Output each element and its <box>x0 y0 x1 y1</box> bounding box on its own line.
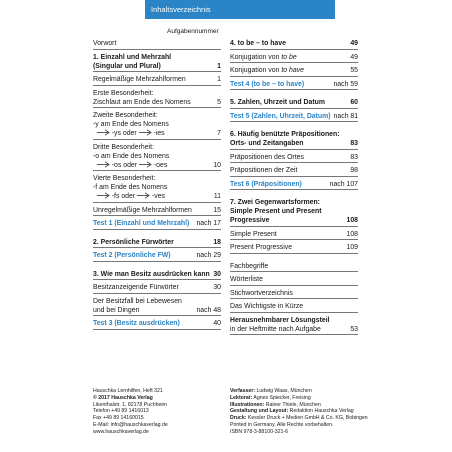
page-number: 30 <box>213 284 221 291</box>
page-number: nach 17 <box>196 220 221 227</box>
toc-entry <box>230 98 358 109</box>
toc-entry <box>93 219 221 230</box>
entry-title-line: -y am Ende des Nomens <box>93 121 169 128</box>
toc-entry <box>93 39 221 50</box>
toc-entry <box>230 112 358 123</box>
entry-title-line: Present Progressive <box>230 244 293 251</box>
entry-title-line: und bei Dingen <box>93 306 140 314</box>
footer-line: www.hauschkaverlag.de <box>93 428 149 435</box>
footer-line: Gestaltung und Layout: Redaktion Hauschka Verlag <box>230 408 354 415</box>
entry-title-line: 1. Einzahl und Mehrzahl <box>93 53 172 61</box>
entry-title-line: Konjugation von to be <box>230 53 297 61</box>
page-number: 30 <box>213 270 221 278</box>
footer-line: E-Mail: info@hauschkaverlag.de <box>93 421 168 428</box>
toc-entry <box>230 166 358 177</box>
page-number: 49 <box>350 40 358 47</box>
toc-entry <box>230 198 358 227</box>
entry-title-line: Vorwort <box>93 40 117 47</box>
toc-entry <box>230 180 358 191</box>
entry-title-line: Unregelmäßige Mehrzahlformen <box>93 206 192 214</box>
entry-title-line: Der Besitzfall bei Lebewesen <box>93 297 182 305</box>
entry-title-line: 3. Wie man Besitz ausdrücken kann <box>93 270 210 278</box>
footer-line: Fax +49 89 14160015 <box>93 415 144 422</box>
page-number: 109 <box>346 244 358 251</box>
toc-entry <box>93 270 221 281</box>
entry-title-line: Wörterliste <box>230 276 263 283</box>
toc-entry <box>93 111 221 140</box>
footer-line: Druck: Kessler Druck + Medien GmbH & Co. KG, Bobingen <box>230 415 368 422</box>
toc-entry <box>230 289 358 300</box>
toc-entry <box>93 319 221 330</box>
entry-title-line: 4. to be – to have <box>230 40 286 47</box>
entry-title-line: Konjugation von to have <box>230 67 304 74</box>
page-number: 108 <box>346 230 358 238</box>
page-number: 53 <box>350 325 358 333</box>
toc-entry <box>93 251 221 262</box>
entry-title-line: (Singular und Plural) <box>93 62 161 70</box>
footer-line: Likenthalstr. 1, 82178 Puchheim <box>93 401 167 408</box>
entry-title-line: -o am Ende des Nomens <box>93 152 170 160</box>
toc-entry <box>93 89 221 109</box>
toc-entry <box>230 80 358 91</box>
entry-title-line: Simple Present und Present <box>230 208 322 215</box>
long-right-arrow-icon <box>139 161 152 168</box>
entry-title-line: -os oder -oes <box>93 161 167 170</box>
page-number: 18 <box>213 238 221 246</box>
publisher-info <box>93 388 221 436</box>
toc-entry <box>230 275 358 286</box>
entry-title-line: -fs oder -ves <box>93 192 165 201</box>
toc-entry <box>230 243 358 254</box>
footer-line: © 2017 Hauschka Verlag <box>93 394 153 401</box>
entry-title-line: in der Heftmitte nach Aufgabe <box>230 325 321 333</box>
entry-title-line: Orts- und Zeitangaben <box>230 140 304 147</box>
page-number: 83 <box>350 140 358 147</box>
toc-entry <box>230 130 358 150</box>
page-number: 11 <box>213 193 221 200</box>
test-title: Test 3 (Besitz ausdrücken) <box>93 320 180 327</box>
entry-title-line: 2. Persönliche Fürwörter <box>93 238 174 246</box>
entry-title-line: Herausnehmbarer Lösungsteil <box>230 316 330 324</box>
page-number: 15 <box>213 206 221 214</box>
page-number: 49 <box>350 53 358 61</box>
test-title: Test 2 (Persönliche FW) <box>93 252 171 259</box>
page-number: 5 <box>217 98 221 106</box>
entry-title-line: 6. Häufig benützte Präpositionen: <box>230 131 340 138</box>
toc-entry <box>230 66 358 77</box>
long-right-arrow-icon <box>97 129 110 136</box>
page-number: nach 81 <box>333 112 359 120</box>
entry-title-line: Vierte Besonderheit: <box>93 175 156 182</box>
entry-title-line: Zischlaut am Ende des Nomens <box>93 98 191 106</box>
toc-right-column <box>230 39 358 338</box>
test-title: Test 4 (to be – to have) <box>230 80 305 88</box>
toc-entry <box>93 206 221 217</box>
entry-title-line: Stichwortverzeichnis <box>230 289 293 297</box>
test-title: Test 5 (Zahlen, Uhrzeit, Datum) <box>230 112 331 120</box>
test-title: Test 6 (Präpositionen) <box>230 180 302 188</box>
footer-line: Hauschka Lernhilfen, Heft 321 <box>93 388 163 394</box>
long-right-arrow-icon <box>97 161 110 168</box>
entry-title-line: Regelmäßige Mehrzahlformen <box>93 76 186 83</box>
page-number: 98 <box>350 167 358 174</box>
header-title: Inhaltsverzeichnis <box>151 5 211 14</box>
long-right-arrow-icon <box>137 192 150 199</box>
page-number: nach 59 <box>333 80 358 88</box>
page-number: nach 29 <box>196 252 221 259</box>
toc-entry <box>230 53 358 64</box>
toc-left-column <box>93 39 221 333</box>
toc-entry <box>93 283 221 294</box>
entry-title-line: Dritte Besonderheit: <box>93 143 154 151</box>
footer-line: Lektorat: Agnes Spiecker, Freising <box>230 394 311 401</box>
entry-title-line: Progressive <box>230 217 270 224</box>
page-number: 108 <box>346 217 358 224</box>
page-number: 1 <box>217 62 221 70</box>
page-number: nach 48 <box>196 306 221 314</box>
toc-entry <box>230 262 358 273</box>
entry-title-line: -ys oder -ies <box>93 129 165 138</box>
toc-entry <box>230 316 358 336</box>
entry-title-line: Besitzanzeigende Fürwörter <box>93 284 179 291</box>
toc-entry <box>93 143 221 172</box>
entry-title-line: 5. Zahlen, Uhrzeit und Datum <box>230 99 325 106</box>
page-number: 40 <box>213 320 221 327</box>
toc-entry <box>230 153 358 164</box>
footer-line: Verfasser: Ludwig Waas, München <box>230 388 312 394</box>
footer-line: Printed in Germany. Alle Rechte vorbehalten. <box>230 421 334 428</box>
toc-entry <box>93 53 221 73</box>
long-right-arrow-icon <box>97 192 110 199</box>
test-title: Test 1 (Einzahl und Mehrzahl) <box>93 220 190 227</box>
entry-title-line: Das Wichtigste in Kürze <box>230 303 304 310</box>
page-number: 1 <box>217 76 221 83</box>
entry-title-line: Erste Besonderheit: <box>93 89 154 97</box>
toc-entry <box>230 230 358 241</box>
long-right-arrow-icon <box>139 129 152 136</box>
entry-title-line: -f am Ende des Nomens <box>93 184 168 191</box>
aufgabennummer-label: Aufgabennummer <box>167 28 219 35</box>
toc-entry <box>93 297 221 317</box>
header-bar <box>145 0 335 19</box>
page-number: nach 107 <box>329 180 358 188</box>
toc-entry <box>230 39 358 50</box>
toc-entry <box>230 302 358 313</box>
entry-title-line: Fachbegriffe <box>230 262 269 270</box>
page-number: 10 <box>213 161 221 169</box>
footer-line: Telefon +49 89 1416013 <box>93 408 149 415</box>
entry-title-line: Zweite Besonderheit: <box>93 112 158 119</box>
entry-title-line: 7. Zwei Gegenwartsformen: <box>230 199 320 206</box>
page-number: 60 <box>350 99 358 106</box>
page-number: 55 <box>350 67 358 74</box>
toc-entry <box>93 174 221 203</box>
page-number: 7 <box>217 130 221 137</box>
entry-title-line: Präpositionen des Ortes <box>230 153 304 161</box>
footer-line: ISBN 978-3-88100-321-6 <box>230 428 288 435</box>
entry-title-line: Präpositionen der Zeit <box>230 167 298 174</box>
page-number: 83 <box>350 153 358 161</box>
entry-title-line: Simple Present <box>230 230 277 238</box>
credits-info <box>230 388 380 436</box>
toc-entry <box>93 238 221 249</box>
toc-entry <box>93 75 221 86</box>
footer-line: Illustrationen: Rainer Thiele, München <box>230 401 321 408</box>
